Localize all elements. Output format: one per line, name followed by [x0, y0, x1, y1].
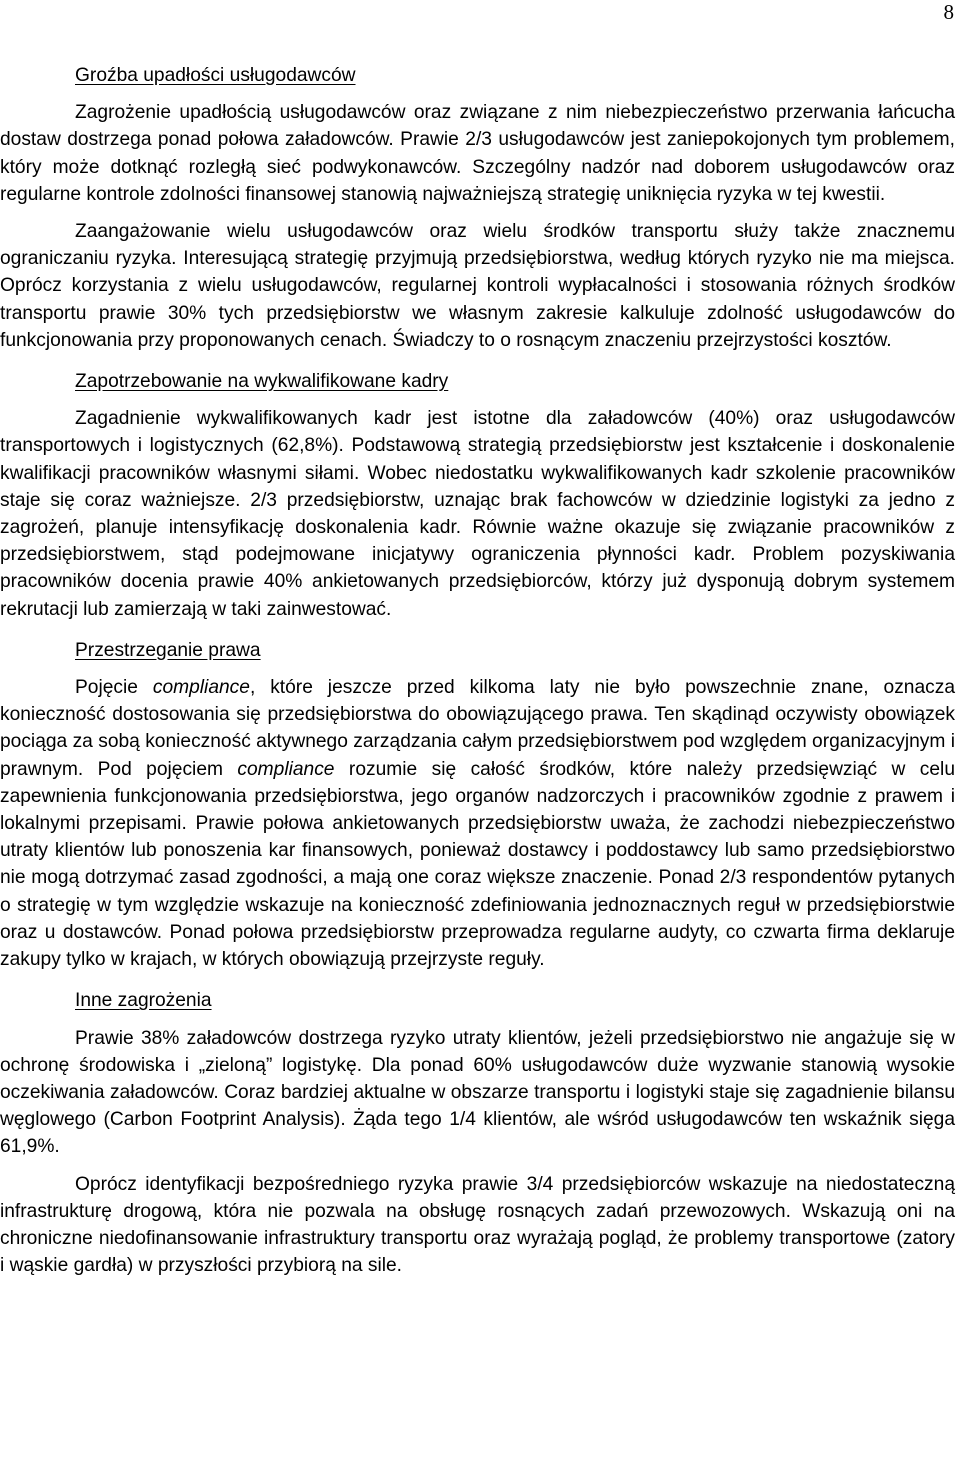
document-body	[0, 62, 955, 1279]
compliance-term: compliance	[237, 758, 335, 780]
paragraph-compliance-1	[0, 674, 955, 973]
section-heading-compliance: Przestrzeganie prawa	[75, 639, 261, 661]
compliance-text-b: , które jeszcze przed kilkoma laty nie było powszechnie znane, oznacza konieczność dostosowania się przedsiębiorstwa do obowiązującego prawa. Ten skądinąd oczywisty obowiązek pociąga za sobą konieczność aktywnego zarządzania całym przedsiębiorstwem pod względem organizacyjnym i prawnym. Pod pojęciem	[0, 677, 955, 780]
paragraph-qualified-staff-1: Zagadnienie wykwalifikowanych kadr jest istotne dla załadowców (40%) oraz usługodawców transportowych i logistycznych (62,8%). Podstawową strategią przedsiębiorstw jest kształcenie i doskonalenie kwalifikacji pracowników własnymi siłami. Wobec niedostatku wykwalifikowanych kadr szkolenie pracowników staje się coraz ważniejsze. 2/3 przedsiębiorstw, uznając brak fachowców w dziedzinie logistyki za jedno z zagrożeń, planuje intensyfikację doskonalenia kadr. Równie ważne okazuje się związanie pracowników z przedsiębiorstwem, stąd podejmowane inicjatywy ograniczenia płynności kadr. Problem pozyskiwania pracowników docenia prawie 40% ankietowanych przedsiębiorców, którzy już dysponują dobrym systemem rekrutacji lub zamierzają w taki zainwestować.	[0, 408, 955, 620]
paragraph-other-threats-2: Oprócz identyfikacji bezpośredniego ryzyka prawie 3/4 przedsiębiorców wskazuje na niedostateczną infrastrukturę drogową, która nie pozwala na obsługę rosnących zadań przewozowych. Wskazują oni na chroniczne niedofinansowanie infrastruktury transportu oraz wyrażają pogląd, że problemy transportowe (zatory i wąskie gardła) w przyszłości przybiorą na sile.	[0, 1173, 955, 1277]
section-heading-qualified-staff: Zapotrzebowanie na wykwalifikowane kadry	[75, 371, 449, 393]
section-heading-supplier-bankruptcy: Groźba upadłości usługodawców	[75, 65, 356, 86]
compliance-text-c: rozumie się całość środków, które należy przedsięwziąć w celu zapewnienia funkcjonowania przedsiębiorstwa, jego organów nadzorczych i pracowników zgodnie z prawem i lokalnymi przepisami. Prawie połowa ankietowanych przedsiębiorstw uważa, że zachodzi niebezpieczeństwo utraty klientów lub ponoszenia kar finansowych, ponieważ dostawcy i poddostawcy lub samo przedsiębiorstwo nie mogą dotrzymać zasad zgodności, a mają one coraz większe znaczenie. Ponad 2/3 respondentów pytanych o strategię w tym względzie wskazuje na konieczność zdefiniowania jednoznacznych reguł w przedsiębiorstwie oraz u dostawców. Ponad połowa przedsiębiorstw przeprowadza regularne audyty, co czwarta firma deklaruje zakupy tylko w krajach, w których obowiązują przejrzyste reguły.	[0, 758, 955, 971]
compliance-term: compliance	[152, 677, 250, 699]
page-number: 8	[943, 0, 954, 24]
paragraph-supplier-bankruptcy-1: Zagrożenie upadłością usługodawców oraz związane z nim niebezpieczeństwo przerwania łańcucha dostaw dostrzega ponad połowa załadowców. Prawie 2/3 usługodawców jest zaniepokojonych tym problemem, który może dotknąć rozległą sieć podwykonawców. Szczególny nadzór nad doborem usługodawców oraz regularne kontrole zdolności finansowej stanowią najważniejszą strategię uniknięcia ryzyka w tej kwestii.	[0, 102, 955, 205]
section-heading-other-threats: Inne zagrożenia	[75, 990, 212, 1012]
paragraph-other-threats-1: Prawie 38% załadowców dostrzega ryzyko utraty klientów, jeżeli przedsiębiorstwo nie angażuje się w ochronę środowiska i „zieloną” logistykę. Dla ponad 60% usługodawców duże wyzwanie stanowią wysokie oczekiwania załadowców. Coraz bardziej aktualne w obszarze transportu i logistyki staje się zagadnienie bilansu węglowego (Carbon Footprint Analysis). Żąda tego 1/4 klientów, ale wśród usługodawców ten wskaźnik sięga 61,9%.	[0, 1027, 955, 1158]
compliance-text-a: Pojęcie	[75, 677, 153, 699]
paragraph-supplier-bankruptcy-2: Zaangażowanie wielu usługodawców oraz wielu środków transportu służy także znacznemu ograniczaniu ryzyka. Interesującą strategię przyjmują przedsiębiorstwa, według których ryzyko nie ma miejsca. Oprócz korzystania z wielu usługodawców, regularnej kontroli wypłacalności i stosowania różnych środków transportu prawie 30% tych przedsiębiorstw we własnym zakresie kalkuluje zdolność usługodawców do funkcjonowania przy proponowanych cenach. Świadczy to o rosnącym znaczeniu przejrzystości kosztów.	[0, 221, 955, 351]
